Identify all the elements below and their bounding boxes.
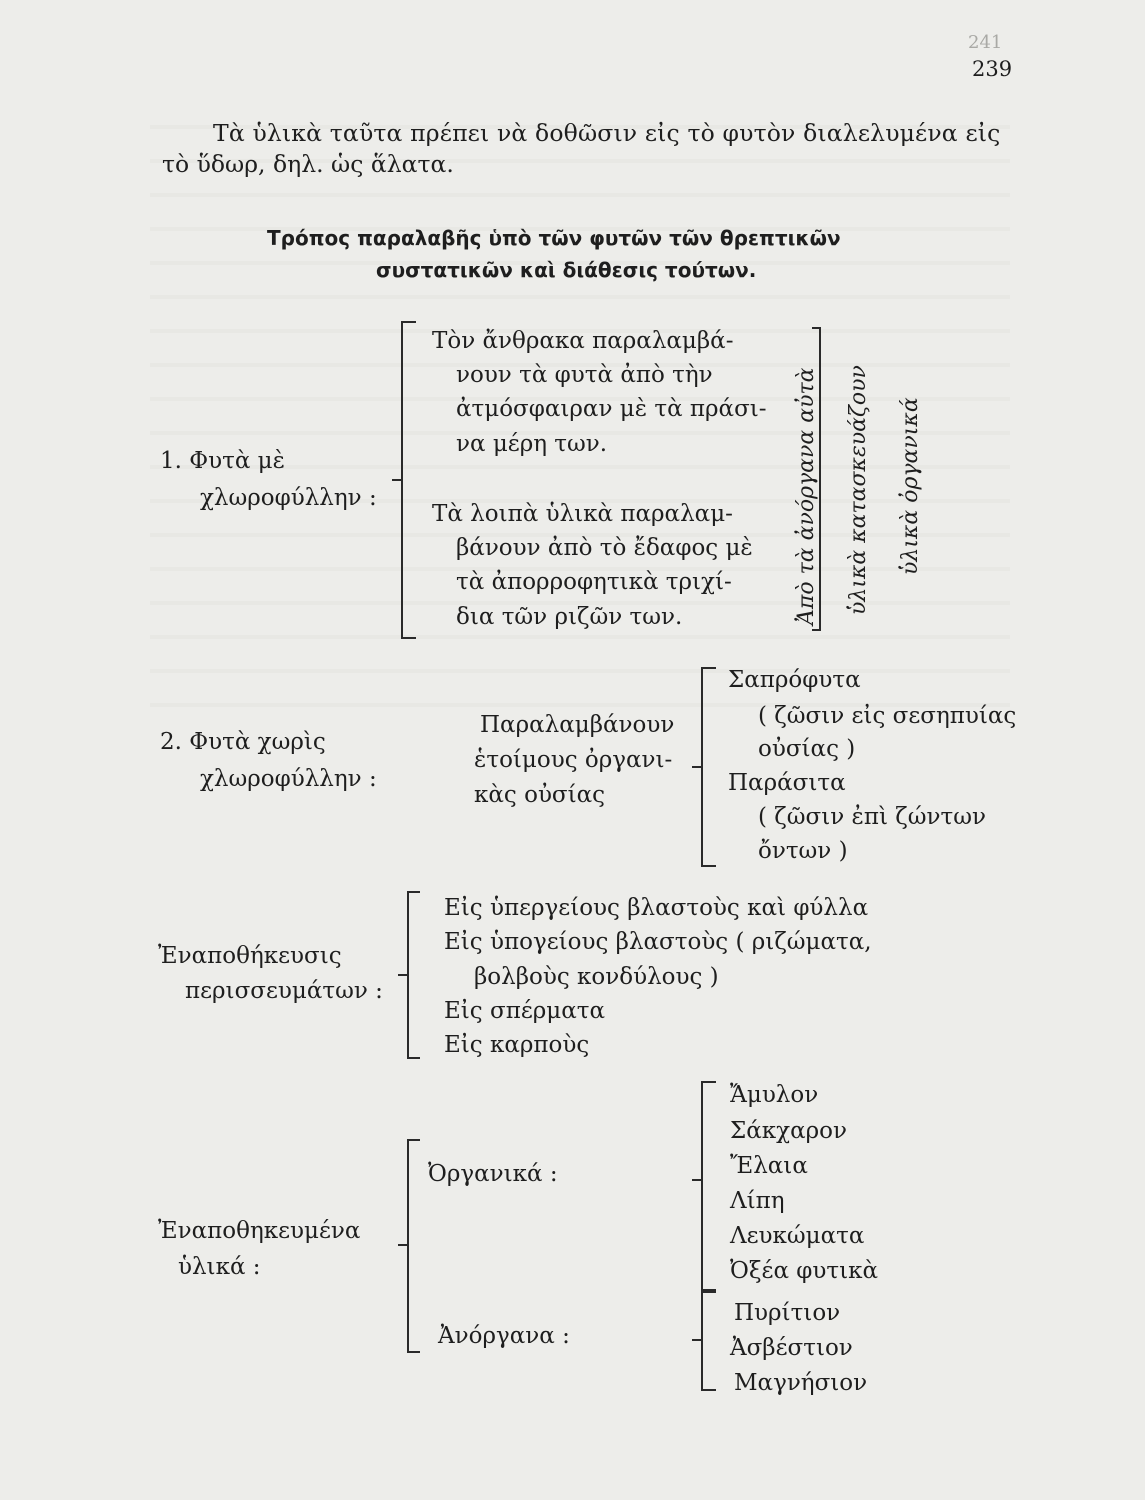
brace-section3: [398, 892, 420, 1058]
heading-line-1: Τρόπος παραλαβῆς ὑπὸ τῶν φυτῶν τῶν θρεπτικῶν: [267, 226, 841, 250]
section2-right: Σαπρόφυτα: [728, 667, 861, 693]
section2-right: ( ζῶσιν ἐπὶ ζώντων: [758, 804, 986, 830]
section3-item: Εἰς καρποὺς: [444, 1032, 590, 1058]
faint-page-number: 241: [968, 32, 1003, 53]
brace-inorganic: [692, 1292, 716, 1390]
intro-line-2: τὸ ὕδωρ, δηλ. ὡς ἅλατα.: [162, 150, 454, 178]
section2-middle: Παραλαμβάνουν: [480, 712, 675, 738]
brace-organic: [692, 1082, 716, 1290]
section1-item: νουν τὰ φυτὰ ἀπὸ τὴν: [456, 362, 713, 388]
section3-item: Εἰς σπέρματα: [444, 998, 605, 1024]
brace-section2: [692, 668, 716, 866]
inorganic-label: Ἀνόργανα :: [438, 1323, 570, 1349]
section2-right: ὄντων ): [758, 838, 848, 864]
section1-vertical-1: Ἀπὸ τὰ ἀνόργανα αὐτὰ: [794, 367, 819, 625]
section4-label-line-2: ὑλικά :: [178, 1254, 261, 1280]
brace-section4: [398, 1140, 420, 1352]
section4-label-line-1: Ἐναποθηκευμένα: [158, 1218, 361, 1244]
intro-line-1: Τὰ ὑλικὰ ταῦτα πρέπει νὰ δοθῶσιν εἰς τὸ φυτὸν διαλελυμένα εἰς: [213, 119, 1001, 147]
inorganic-item: Μαγνήσιον: [734, 1370, 868, 1396]
inorganic-item: Ἀσβέστιον: [730, 1335, 853, 1361]
section2-right: Παράσιτα: [728, 770, 846, 796]
organic-item: Ἔλαια: [730, 1153, 808, 1179]
inorganic-item: Πυρίτιον: [734, 1300, 841, 1326]
brace-section1: [392, 322, 416, 638]
section2-label-line-1: 2. Φυτὰ χωρὶς: [160, 729, 326, 755]
section1-item: ἀτμόσφαιραν μὲ τὰ πράσι-: [456, 396, 767, 422]
organic-item: Λευκώματα: [730, 1223, 865, 1249]
section2-label-line-2: χλωροφύλλην :: [200, 766, 377, 792]
section1-vertical-2: ὑλικὰ κατασκευάζουν: [846, 365, 871, 615]
organic-item: Ὀξέα φυτικὰ: [730, 1258, 879, 1284]
organic-label: Ὀργανικά :: [428, 1161, 558, 1187]
section2-right: οὐσίας ): [758, 736, 856, 762]
section1-item: να μέρη των.: [456, 431, 608, 457]
section1-item: δια τῶν ριζῶν των.: [456, 604, 683, 630]
section1-item: τὰ ἀπορροφητικὰ τριχί-: [456, 569, 732, 595]
section1-label-line-2: χλωροφύλλην :: [200, 485, 377, 511]
section2-middle: ἑτοίμους ὀργανι-: [474, 747, 673, 773]
organic-item: Σάκχαρον: [730, 1118, 847, 1144]
section1-item: βάνουν ἀπὸ τὸ ἔδαφος μὲ: [456, 535, 753, 561]
page-number: 239: [972, 57, 1013, 81]
section3-item: Εἰς ὑπεργείους βλαστοὺς καὶ φύλλα: [444, 895, 869, 921]
section3-label-line-2: περισσευμάτων :: [185, 978, 383, 1004]
section1-item: Τὰ λοιπὰ ὑλικὰ παραλαμ-: [432, 501, 733, 527]
section3-label-line-1: Ἐναποθήκευσις: [158, 943, 342, 969]
organic-item: Λίπη: [730, 1188, 785, 1214]
section2-right: ( ζῶσιν εἰς σεσηπυίας: [758, 703, 1017, 729]
section1-item: Τὸν ἄνθρακα παραλαμβά-: [432, 328, 734, 354]
section3-item: Εἰς ὑπογείους βλαστοὺς ( ριζώματα,: [444, 929, 872, 955]
heading-line-2: συστατικῶν καὶ διάθεσις τούτων.: [376, 258, 757, 282]
section2-middle: κὰς οὐσίας: [474, 782, 606, 808]
organic-item: Ἄμυλον: [730, 1082, 819, 1108]
section3-item: βολβοὺς κονδύλους ): [474, 964, 719, 990]
section1-label-line-1: 1. Φυτὰ μὲ: [160, 448, 285, 474]
section1-vertical-3: ὑλικὰ ὀργανικά: [898, 397, 923, 575]
